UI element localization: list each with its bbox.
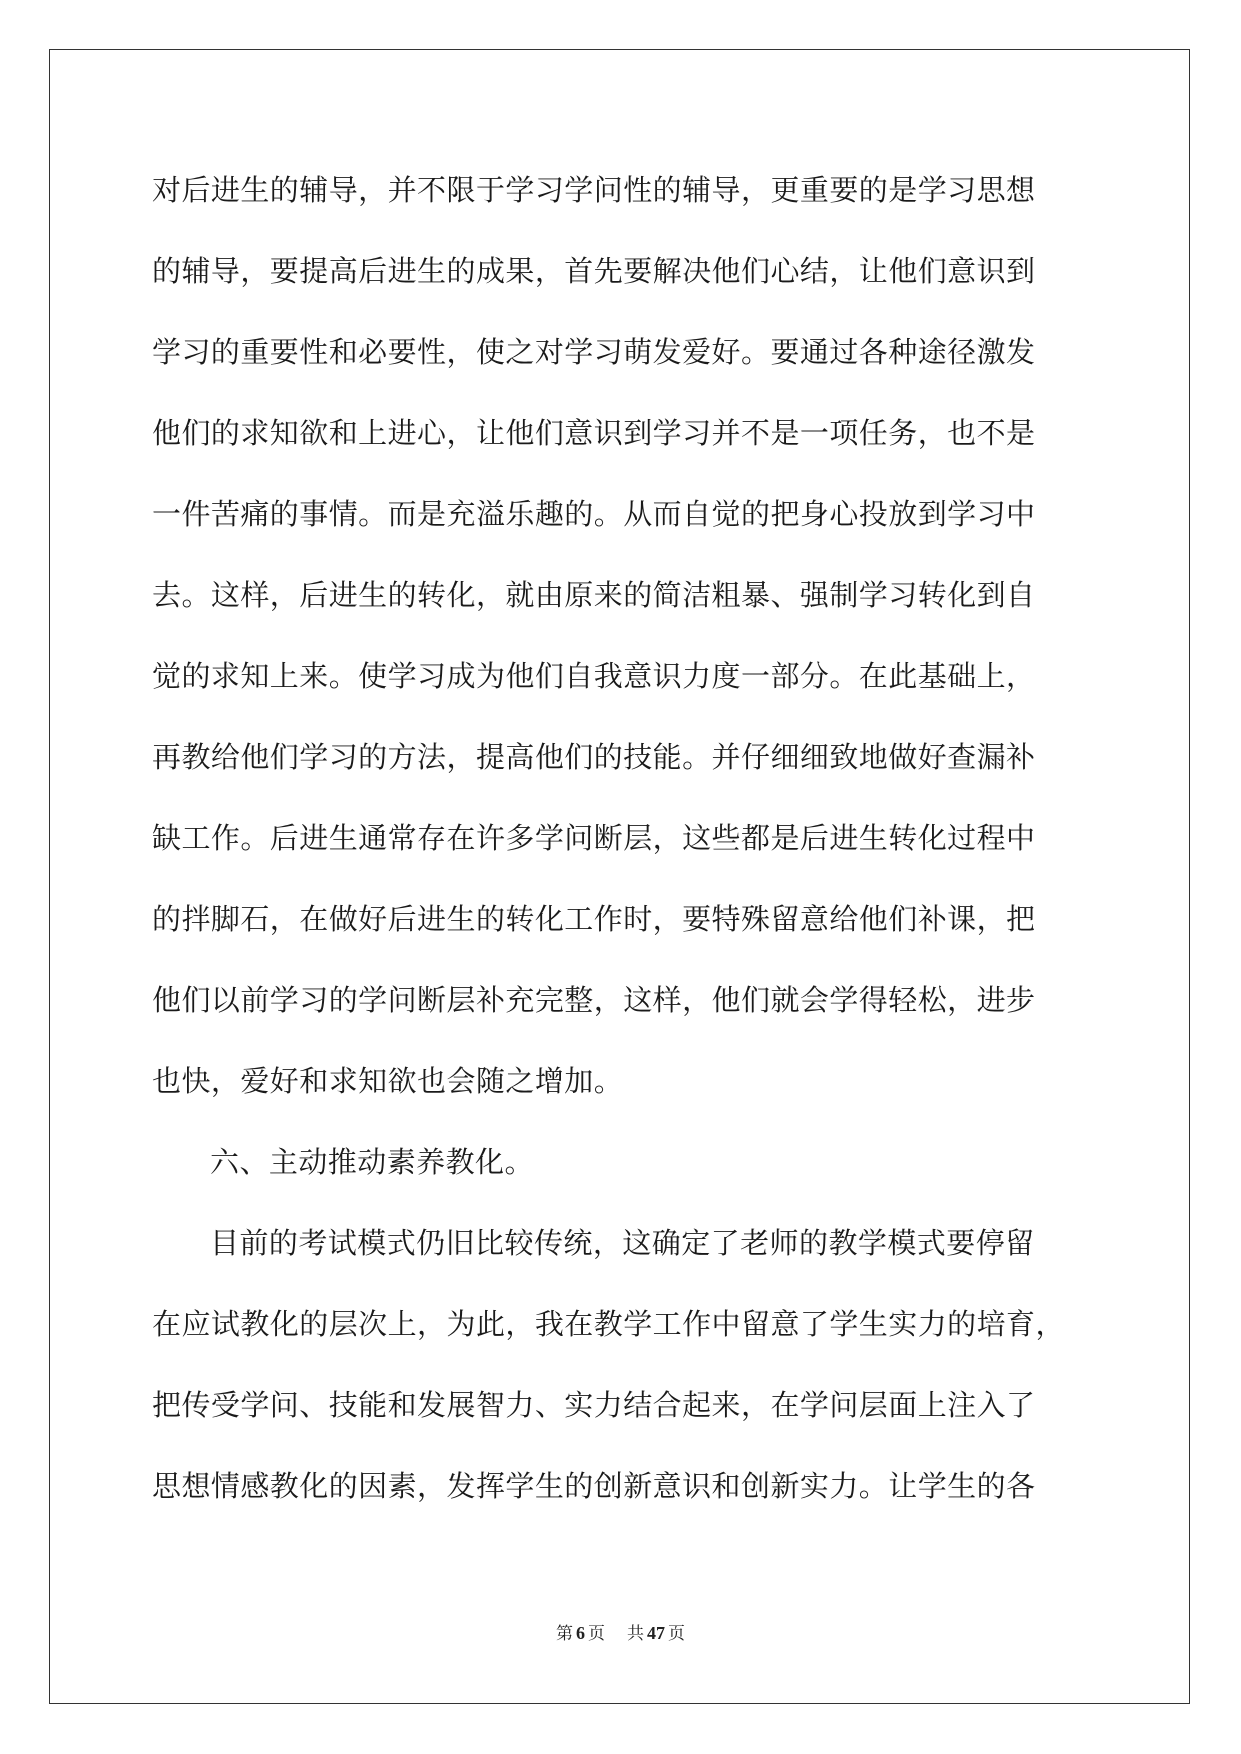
total-suffix: 页 bbox=[668, 1624, 685, 1644]
total-prefix: 共 bbox=[627, 1624, 644, 1644]
text-line: 对后进生的辅导，并不限于学习学问性的辅导，更重要的是学习思想 bbox=[152, 173, 1036, 207]
text-line: 再教给他们学习的方法，提高他们的技能。并仔细细致地做好查漏补 bbox=[152, 740, 1036, 774]
text-line: 缺工作。后进生通常存在许多学问断层，这些都是后进生转化过程中 bbox=[152, 821, 1036, 855]
section-heading: 六、主动推动素养教化。 bbox=[210, 1145, 534, 1179]
text-line: 目前的考试模式仍旧比较传统，这确定了老师的教学模式要停留 bbox=[210, 1226, 1035, 1260]
total-pages: 47 bbox=[647, 1623, 665, 1643]
text-line: 一件苦痛的事情。而是充溢乐趣的。从而自觉的把身心投放到学习中 bbox=[152, 497, 1036, 531]
text-line: 思想情感教化的因素，发挥学生的创新意识和创新实力。让学生的各 bbox=[152, 1469, 1036, 1503]
text-line: 的拌脚石，在做好后进生的转化工作时，要特殊留意给他们补课，把 bbox=[152, 902, 1036, 936]
page-suffix: 页 bbox=[588, 1624, 605, 1644]
page-number: 6 bbox=[576, 1623, 585, 1643]
text-line: 在应试教化的层次上，为此，我在教学工作中留意了学生实力的培育， bbox=[152, 1307, 1065, 1341]
text-line: 学习的重要性和必要性，使之对学习萌发爱好。要通过各种途径激发 bbox=[152, 335, 1036, 369]
text-line: 他们以前学习的学问断层补充完整，这样，他们就会学得轻松，进步 bbox=[152, 983, 1036, 1017]
page-footer bbox=[0, 1622, 1241, 1645]
text-line: 的辅导，要提高后进生的成果，首先要解决他们心结，让他们意识到 bbox=[152, 254, 1036, 288]
text-line: 他们的求知欲和上进心，让他们意识到学习并不是一项任务，也不是 bbox=[152, 416, 1036, 450]
text-line: 把传受学问、技能和发展智力、实力结合起来，在学问层面上注入了 bbox=[152, 1388, 1036, 1422]
document-body bbox=[152, 150, 1092, 1527]
text-line: 觉的求知上来。使学习成为他们自我意识力度一部分。在此基础上， bbox=[152, 659, 1036, 693]
text-line: 去。这样，后进生的转化，就由原来的简洁粗暴、强制学习转化到自 bbox=[152, 578, 1036, 612]
text-line: 也快，爱好和求知欲也会随之增加。 bbox=[152, 1064, 624, 1098]
page-prefix: 第 bbox=[556, 1624, 573, 1644]
